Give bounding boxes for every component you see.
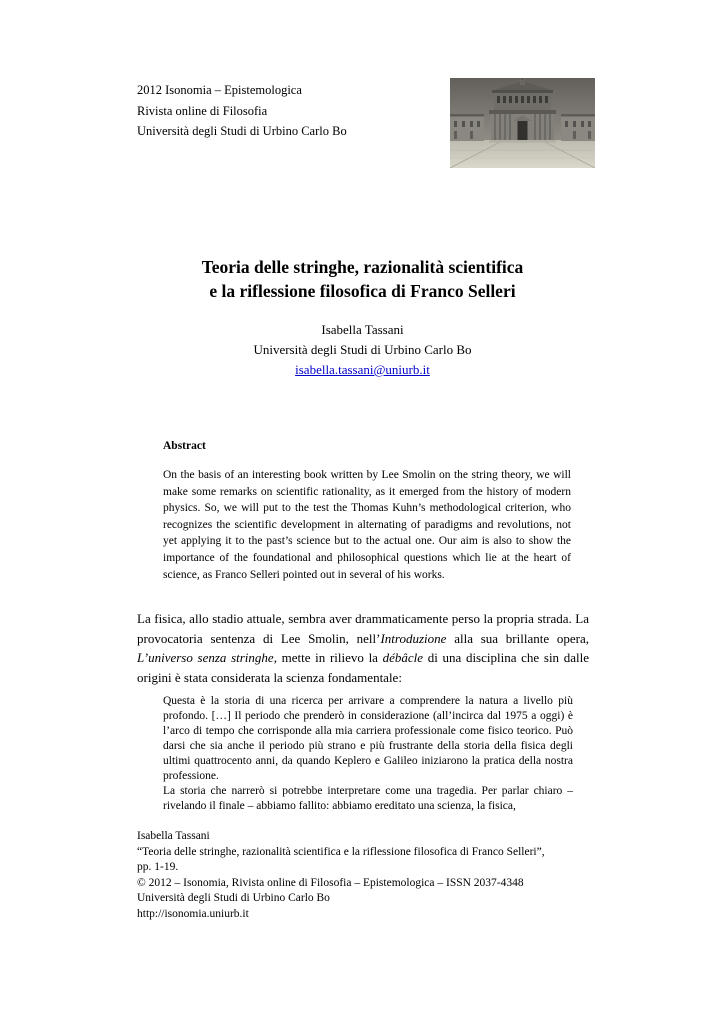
intro-text-1: La fisica, allo stadio attuale, sembra aver drammaticamente perso la propria strada. La provocatoria sentenza di Lee Smolin, nell’ — [137, 611, 589, 646]
author-block — [0, 320, 725, 380]
block-quote — [163, 694, 573, 814]
intro-paragraph — [137, 609, 589, 687]
footer-university-line: Università degli Studi di Urbino Carlo Bo — [137, 892, 330, 905]
intro-italic-introduzione: Introduzione — [380, 630, 447, 646]
university-line: Università degli Studi di Urbino Carlo Bo — [137, 124, 347, 138]
author-name: Isabella Tassani — [321, 322, 404, 337]
paper-title — [0, 255, 725, 303]
footer-citation-title-line: “Teoria delle stringhe, razionalità scientifica e la riflessione filosofica di Franco Selleri”, — [137, 845, 545, 858]
left-building — [450, 114, 484, 141]
journal-subtitle-line: Rivista online di Filosofia — [137, 103, 268, 118]
abstract-text: On the basis of an interesting book written by Lee Smolin on the string theory, we will make some remarks on scientific rationality, as it emerged from the history of modern physics. So, we will put to the test the Thomas Kuhn’s methodological criterion, who recognizes the scientific development in alternating of paradigms and revolutions, not yet applying it to the past’s science but to the actual one. Our aim is also to show the importance of the foundational and philosophical questions which lie at the heart of science, as Franco Selleri pointed out in several of his works. — [163, 469, 571, 581]
journal-name-line: 2012 Isonomia – Epistemologica — [137, 83, 302, 97]
quote-paragraph-2: La storia che narrerò si potrebbe interpretare come una tragedia. Per parlar chiaro – rivelando il finale – abbiamo fallito: abbiamo ereditato una scienza, la fisica, — [163, 785, 573, 812]
pavement — [450, 140, 595, 168]
footer-pages-line: pp. 1-19. — [137, 861, 179, 874]
journal-header — [137, 80, 347, 142]
footer-url-line: http://isonomia.uniurb.it — [137, 907, 249, 920]
quote-paragraph-1: Questa è la storia di una ricerca per arrivare a comprendere la natura a livello più profondo. […] Il periodo che prenderò in considerazione (all’incirca dal 1975 a oggi) è l’arco di tempo che corrisponde alla mia carriera professionale come fisico teorico. Può darsi che sia anche il periodo più strano e più frustrante della storia della fisica degli ultimi quattrocento anni, da quando Keplero e Galileo iniziarono la pratica della nostra professione. — [163, 695, 573, 782]
author-affiliation: Università degli Studi di Urbino Carlo Bo — [253, 342, 472, 357]
intro-italic-debacle: débâcle — [382, 650, 424, 665]
intro-text-4: di una disciplina che sin dalle origini è stata considerata la scienza fondamentale: — [137, 650, 589, 685]
author-email-link[interactable]: isabella.tassani@uniurb.it — [295, 362, 430, 377]
ideal-city-illustration — [450, 78, 595, 168]
ideal-city-image — [450, 78, 595, 168]
intro-text-3: , mette in rilievo la — [273, 650, 383, 665]
paper-title-line2: e la riflessione filosofica di Franco Selleri — [209, 280, 516, 301]
footer-copyright-line: © 2012 – Isonomia, Rivista online di Filosofia – Epistemologica – ISSN 2037-4348 — [137, 876, 524, 889]
abstract-heading: Abstract — [163, 440, 206, 452]
right-building — [561, 114, 595, 141]
intro-italic-book-title: L’universo senza stringhe — [137, 650, 274, 665]
footer-author-line: Isabella Tassani — [137, 830, 210, 842]
intro-text-2: alla sua brillante opera, — [446, 630, 589, 646]
citation-footer — [137, 829, 605, 923]
paper-title-line1: Teoria delle stringhe, razionalità scientifica — [201, 256, 524, 277]
